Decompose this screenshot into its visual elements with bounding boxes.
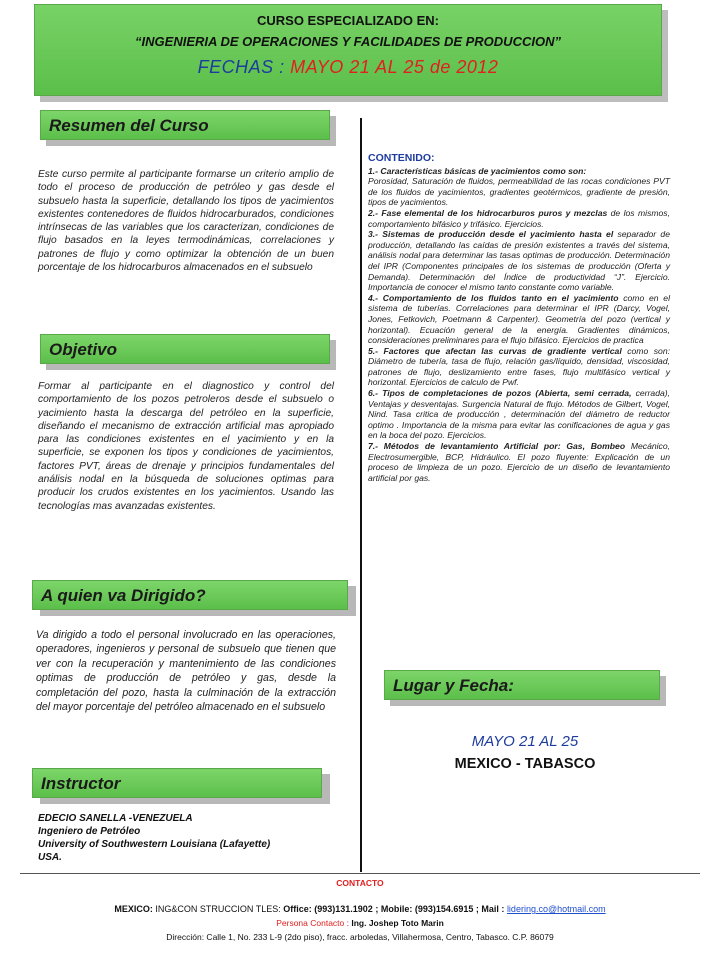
footer-divider [20,873,700,874]
instructor-university: University of Southwestern Louisiana (Lafayette) [38,839,271,850]
contenido-item [368,208,670,229]
footer-address: Dirección: Calle 1, No. 233 L-9 (2do piso), fracc. arboledas, Villahermosa, Centro, Tabasco. C.P. 86079 [166,932,554,942]
contenido-item [368,346,670,388]
instructor-name: EDECIO SANELLA -VENEZUELA [38,813,193,824]
contenido-item-body: como en el sistema de tuberías. Correlaciones para determinar el IPR (Darcy, Vogel, Jones, Fetkovich, Poetmann & Carpenter). Geometría del pozo (vertical y horizontal). Ecuación general de la energía. Gradientes dinámicos, consideraciones preliminares para el flujo bifásico. Ejercicios de practica [368,292,670,346]
footer-mail-link[interactable]: lidering.co@hotmail.com [506,904,606,914]
banner-dates [35,57,661,78]
title-banner [34,4,662,96]
contenido-item [368,388,670,441]
contenido-title: CONTENIDO: [368,152,435,164]
contenido-item-body: separador de producción, detallando las caídas de presión existentes a través del sistema, análisis nodal para determinar las tasas optimas de producción. Determinación del IPR (Componentes principales de los sistemas de producción (Oferta y Demanda). Determinación del Índice de productividad “J”. Ejercicio. Importancia de conocer el mismo tanto constante como variable. [368,229,670,293]
footer-office: Office: (993)131.1902 ; [283,904,379,914]
contenido-item-body: Porosidad, Saturación de fluidos, permeabilidad de las rocas condiciones PVT de los fluidos de yacimientos, gradientes geotérmicos, gradiente de presión, tipos de yacimientos. [368,176,670,208]
footer-country: MEXICO: [114,904,153,914]
instructor-details [38,812,338,864]
contenido-item-body: cerrada), Ventajas y desventajas. Surgencia Natural de flujo. Métodos de Gilbert, Vogel, Nind. Tasa critica de producción , determinación del diámetro de reductor optimo . Importancia de la misma para evitar las conificaciones de agua y gas en la boca del pozo. Ejercicios. [368,388,670,441]
footer-mobile: Mobile: (993)154.6915 ; [380,904,479,914]
contenido-item [368,293,670,346]
footer-contacto: CONTACTO [336,878,384,888]
footer-mail-label: Mail : [481,904,505,914]
contenido-item [368,166,670,208]
lugar-place: MEXICO - TABASCO [454,756,596,772]
contenido-item-body: de los mismos, comportamiento bifásico y trifásico. Ejercicios. [368,207,670,229]
lugar-date: MAYO 21 AL 25 [471,733,579,750]
contenido-item-head: 7.- Métodos de levantamiento Artificial por: Gas, Bombeo [368,441,626,452]
contenido-item [368,229,670,293]
banner-dates-value: MAYO 21 AL 25 de 2012 [290,57,499,77]
footer-phones [0,904,720,914]
banner-dates-label: FECHAS : [197,57,285,77]
dirigido-text: Va dirigido a todo el personal involucrado en las operaciones, operadores, ingenieros y personal de subsuelo que tienen que ver con la recuperación y mantenimiento de las condiciones optimas de producción de petróleo y gas, desde la completación del pozo, hasta la culminación de la extracción del mayor porcentaje del petróleo almacenado en el subsuelo [36,629,336,714]
footer-person-label: Persona Contacto : [276,918,349,928]
footer-person-name: Ing. Joshep Toto Marin [351,918,444,928]
contenido-item-head: 1.- Características básicas de yacimientos como son: [368,165,587,176]
instructor-country: USA. [38,852,62,863]
contenido-item-head: 3.- Sistemas de producción desde el yacimiento hasta el [368,229,614,240]
contenido-item-head: 4.- Comportamiento de los fluidos tanto en el yacimiento [368,292,619,303]
banner-course-type: CURSO ESPECIALIZADO EN: [256,13,439,28]
instructor-degree: Ingeniero de Petróleo [38,826,141,837]
resumen-text: Este curso permite al participante formarse un criterio amplio de todo el proceso de producción de petróleo y gas desde el subsuelo hasta la superficie, detallando los tipos de yacimientos existentes contenedores de fluidos hidrocarburados, condiciones intrínsecas de las variables que los caracterizan, condiciones de flujo basados en la leyes termodinámicas, correlaciones y patrones de flujo y como optimizar la obtención de un buen porcentaje de los hidrocarburos almacenados en el subsuelo [38,169,334,274]
objetivo-heading: Objetivo [40,334,330,364]
contenido-item-body: como son: Diámetro de tubería, tasa de flujo, relación gas/líquido, densidad, viscosidad, patrones de flujo, deslizamiento entre fases, flujo multifásico vertical y horizontal. Ejercicios de calculo de Pwf. [368,345,670,388]
banner-course-name: “INGENIERIA DE OPERACIONES Y FACILIDADES DE PRODUCCION” [135,34,561,49]
dirigido-heading: A quien va Dirigido? [32,580,348,610]
lugar-heading: Lugar y Fecha: [384,670,660,700]
column-divider [360,118,362,872]
resumen-heading: Resumen del Curso [40,110,330,140]
contenido-section [368,153,670,483]
objetivo-text: Formar al participante en el diagnostico y control del comportamiento de los pozos petroleros desde el subsuelo o yacimiento hasta la descarga del petróleo en la superficie, diseñando el mecanismo de extracción artificial mas apropiado para las condiciones existentes en el yacimiento y en la superficie, se exponen los tipos y condiciones de yacimientos, factores PVT, áreas de drenaje y principios fundamentales del análisis nodal en la búsqueda de soluciones optimas para producir los crudos existentes en los yacimientos. Usando las tecnologías mas avanzadas existentes. [38,381,334,512]
contenido-item-head: 5.- Factores que afectan las curvas de gradiente vertical [368,345,622,356]
contenido-item-body: Mecánico, Electrosumergible, BCP, Hidráulico. El pozo fluyente: Explicación de un proceso de limpieza de un pozo. Ejercicio de un diseño de levantamiento artificial por gas. [368,441,670,483]
contenido-item [368,441,670,483]
footer-person [0,918,720,928]
contenido-item-head: 2.- Fase elemental de los hidrocarburos puros y mezclas [368,207,608,218]
contenido-item-head: 6.- Tipos de completaciones de pozos (Abierta, semi cerrada, [368,388,632,399]
footer-company: ING&CON STRUCCION TLES: [155,904,281,914]
instructor-heading: Instructor [32,768,322,798]
